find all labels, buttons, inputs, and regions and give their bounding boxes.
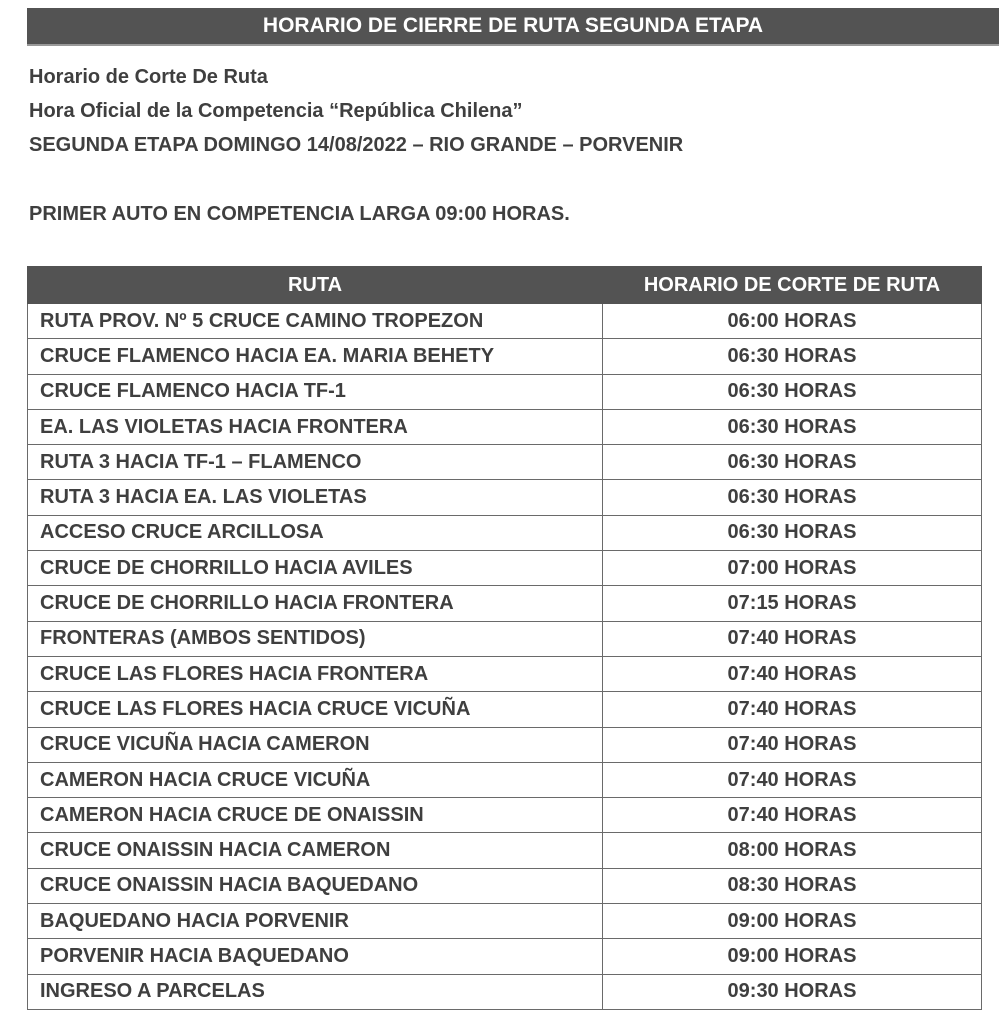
header-cutoff-time: HORARIO DE CORTE DE RUTA [603, 267, 982, 304]
table-row [28, 833, 982, 868]
table-row [28, 409, 982, 444]
cutoff-time-cell: 07:15 HORAS [603, 586, 982, 621]
cutoff-time-cell: 07:40 HORAS [603, 656, 982, 691]
table-row [28, 868, 982, 903]
route-cell: RUTA PROV. Nº 5 CRUCE CAMINO TROPEZON [28, 304, 603, 339]
table-row [28, 939, 982, 974]
route-cell: CRUCE FLAMENCO HACIA EA. MARIA BEHETY [28, 339, 603, 374]
cutoff-time-cell: 07:40 HORAS [603, 762, 982, 797]
route-cell: CRUCE FLAMENCO HACIA TF-1 [28, 374, 603, 409]
route-cell: CAMERON HACIA CRUCE VICUÑA [28, 762, 603, 797]
cutoff-time-cell: 06:30 HORAS [603, 339, 982, 374]
route-cell: CRUCE ONAISSIN HACIA BAQUEDANO [28, 868, 603, 903]
subtitle-official-time: Hora Oficial de la Competencia “República Chilena” [29, 100, 523, 122]
cutoff-time-cell: 09:00 HORAS [603, 904, 982, 939]
table-row [28, 445, 982, 480]
table-row [28, 798, 982, 833]
route-cell: FRONTERAS (AMBOS SENTIDOS) [28, 621, 603, 656]
table-row [28, 904, 982, 939]
cutoff-time-cell: 06:30 HORAS [603, 409, 982, 444]
table-row [28, 727, 982, 762]
table-row [28, 656, 982, 691]
table-row [28, 974, 982, 1009]
cutoff-time-cell: 08:30 HORAS [603, 868, 982, 903]
header-route: RUTA [28, 267, 603, 304]
cutoff-time-cell: 08:00 HORAS [603, 833, 982, 868]
start-note: PRIMER AUTO EN COMPETENCIA LARGA 09:00 HORAS. [29, 203, 570, 225]
route-cell: CRUCE DE CHORRILLO HACIA AVILES [28, 551, 603, 586]
table-row [28, 551, 982, 586]
cutoff-time-cell: 07:00 HORAS [603, 551, 982, 586]
table-row [28, 586, 982, 621]
table-row [28, 692, 982, 727]
route-cell: CAMERON HACIA CRUCE DE ONAISSIN [28, 798, 603, 833]
cutoff-time-cell: 07:40 HORAS [603, 621, 982, 656]
table-row [28, 762, 982, 797]
cutoff-time-cell: 07:40 HORAS [603, 727, 982, 762]
table-row [28, 480, 982, 515]
route-cell: CRUCE LAS FLORES HACIA FRONTERA [28, 656, 603, 691]
table-row [28, 374, 982, 409]
subtitle-stage: SEGUNDA ETAPA DOMINGO 14/08/2022 – RIO GRANDE – PORVENIR [29, 134, 684, 156]
table-row [28, 515, 982, 550]
cutoff-time-cell: 06:00 HORAS [603, 304, 982, 339]
cutoff-time-cell: 09:00 HORAS [603, 939, 982, 974]
route-cell: BAQUEDANO HACIA PORVENIR [28, 904, 603, 939]
route-cell: RUTA 3 HACIA EA. LAS VIOLETAS [28, 480, 603, 515]
table-header-row [28, 267, 982, 304]
cutoff-time-cell: 06:30 HORAS [603, 480, 982, 515]
route-cell: CRUCE DE CHORRILLO HACIA FRONTERA [28, 586, 603, 621]
route-cell: PORVENIR HACIA BAQUEDANO [28, 939, 603, 974]
subtitle-cutoff: Horario de Corte De Ruta [29, 66, 268, 88]
cutoff-time-cell: 06:30 HORAS [603, 515, 982, 550]
route-cell: ACCESO CRUCE ARCILLOSA [28, 515, 603, 550]
route-cell: CRUCE ONAISSIN HACIA CAMERON [28, 833, 603, 868]
cutoff-time-cell: 09:30 HORAS [603, 974, 982, 1009]
route-cell: CRUCE LAS FLORES HACIA CRUCE VICUÑA [28, 692, 603, 727]
cutoff-time-cell: 07:40 HORAS [603, 692, 982, 727]
route-cell: RUTA 3 HACIA TF-1 – FLAMENCO [28, 445, 603, 480]
route-cell: CRUCE VICUÑA HACIA CAMERON [28, 727, 603, 762]
document-title: HORARIO DE CIERRE DE RUTA SEGUNDA ETAPA [27, 8, 999, 46]
table-row [28, 339, 982, 374]
route-cell: INGRESO A PARCELAS [28, 974, 603, 1009]
route-cell: EA. LAS VIOLETAS HACIA FRONTERA [28, 409, 603, 444]
table-row [28, 304, 982, 339]
cutoff-time-cell: 06:30 HORAS [603, 374, 982, 409]
cutoff-time-cell: 07:40 HORAS [603, 798, 982, 833]
table-row [28, 621, 982, 656]
cutoff-time-cell: 06:30 HORAS [603, 445, 982, 480]
route-closure-table [27, 266, 982, 1010]
